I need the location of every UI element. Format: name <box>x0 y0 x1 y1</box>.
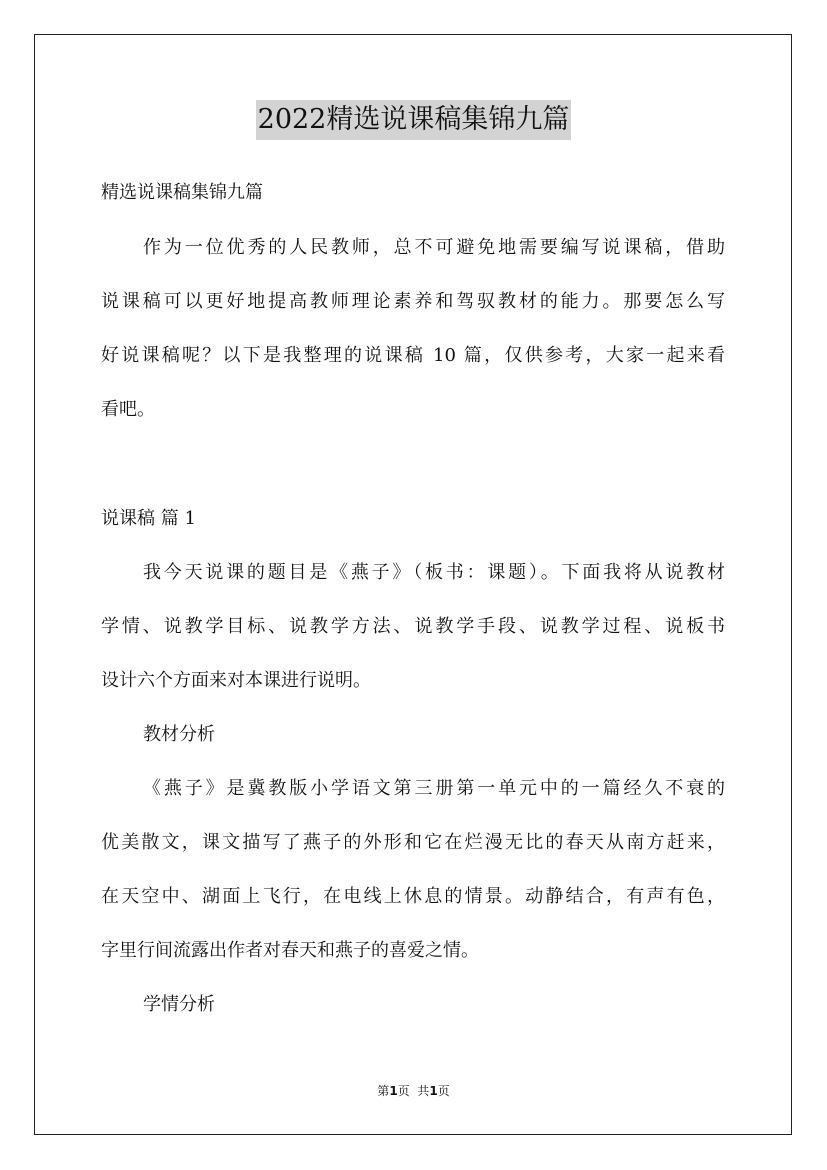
footer-mid: 页 共 <box>397 1084 430 1098</box>
title-container <box>0 100 827 140</box>
section-line-3: 设计六个方面来对本课进行说明。 <box>101 670 371 691</box>
page-footer <box>0 1083 827 1099</box>
document-subtitle: 精选说课稿集锦九篇 <box>101 182 263 203</box>
footer-prefix: 第 <box>377 1084 390 1098</box>
material-line-3: 在天空中、湖面上飞行，在电线上休息的情景。动静结合，有声有色， <box>101 886 725 907</box>
footer-suffix: 页 <box>437 1084 450 1098</box>
intro-line-4: 看吧。 <box>101 399 155 420</box>
material-heading: 教材分析 <box>143 724 215 745</box>
section-line-1: 我今天说课的题目是《燕子》（板书：课题）。下面我将从说教材 <box>143 562 725 583</box>
learner-analysis-heading: 学情分析 <box>143 994 215 1015</box>
material-line-4: 字里行间流露出作者对春天和燕子的喜爱之情。 <box>101 940 479 961</box>
section-heading: 说课稿 篇 1 <box>101 508 196 529</box>
intro-line-3: 好说课稿呢？以下是我整理的说课稿 10 篇，仅供参考，大家一起来看 <box>101 345 725 366</box>
footer-page-number: 1 <box>389 1084 398 1098</box>
intro-line-2: 说课稿可以更好地提高教师理论素养和驾驭教材的能力。那要怎么写 <box>101 291 725 312</box>
document-title: 2022精选说课稿集锦九篇 <box>256 100 572 140</box>
intro-line-1: 作为一位优秀的人民教师，总不可避免地需要编写说课稿，借助 <box>143 237 725 258</box>
material-line-2: 优美散文，课文描写了燕子的外形和它在烂漫无比的春天从南方赶来， <box>101 832 725 853</box>
section-line-2: 学情、说教学目标、说教学方法、说教学手段、说教学过程、说板书 <box>101 616 725 637</box>
footer-total-pages: 1 <box>429 1084 438 1098</box>
material-line-1: 《燕子》是冀教版小学语文第三册第一单元中的一篇经久不衰的 <box>143 778 725 799</box>
